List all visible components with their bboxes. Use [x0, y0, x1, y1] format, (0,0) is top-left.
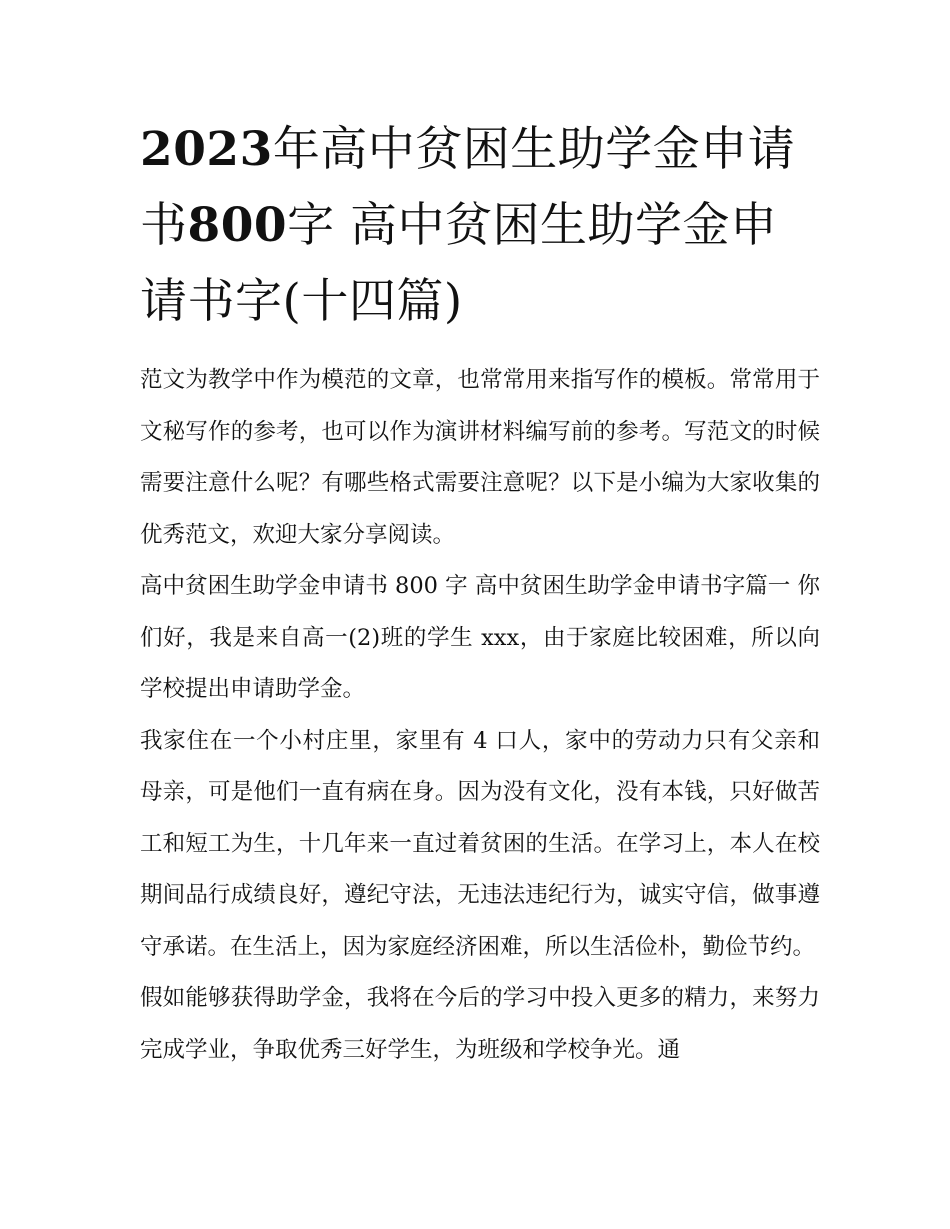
paragraph-commitment: 假如能够获得助学金，我将在今后的学习中投入更多的精力，来努力完成学业，争取优秀三好学生，为班级和学校争光。通 — [140, 985, 820, 1063]
paragraph-intro: 范文为教学中作为模范的文章，也常常用来指写作的模板。常常用于文秘写作的参考，也可以作为演讲材料编写前的参考。写范文的时候需要注意什么呢？有哪些格式需要注意呢？以下是小编为大家收集的优秀范文，欢迎大家分享阅读。 — [140, 367, 820, 548]
title-part-2: 字 高中贫困生助学金申请书字(十四篇) — [140, 198, 778, 329]
title-count: 800 — [187, 198, 288, 253]
paragraph-family: 我家住在一个小村庄里，家里有 4 口人，家中的劳动力只有父亲和母亲，可是他们一直有病在身。因为没有文化，没有本钱，只好做苦工和短工为生，十几年来一直过着贫困的生活。在学习上，本人在校期间品行成绩良好，遵纪守法，无违法违纪行为，诚实守信，做事遵守承诺。在生活上，因为家庭经济困难，所以生活俭朴，勤俭节约。 — [140, 727, 820, 960]
document-title — [140, 112, 820, 340]
title-year: 2023 — [140, 122, 273, 177]
document-body — [140, 355, 820, 1076]
title-part-1: 年高中贫困生助学金申请书 — [140, 122, 796, 253]
paragraph-greeting: 高中贫困生助学金申请书 800 字 高中贫困生助学金申请书字篇一 你们好，我是来自高一(2)班的学生 xxx，由于家庭比较困难，所以向学校提出申请助学金。 — [140, 573, 820, 702]
